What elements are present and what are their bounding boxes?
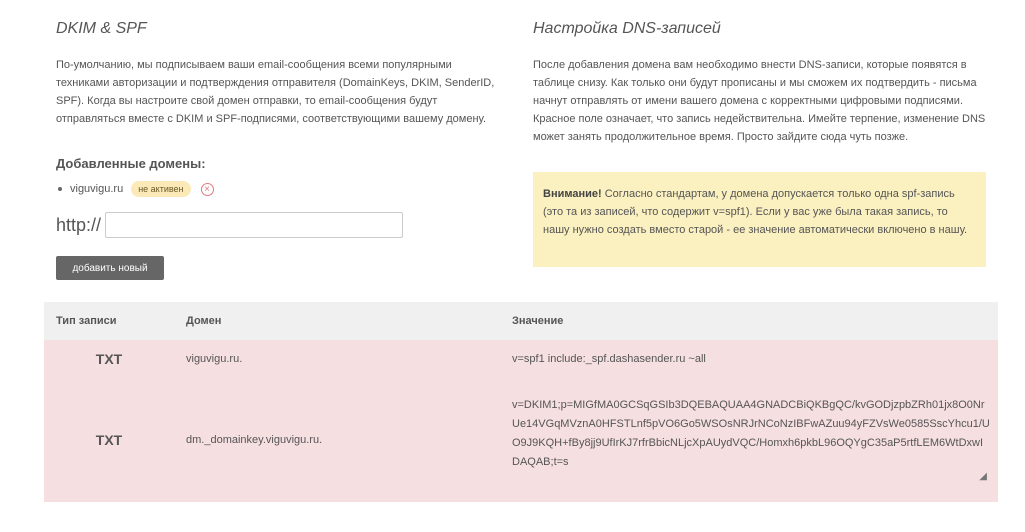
- remove-domain-icon[interactable]: ×: [201, 183, 214, 196]
- record-value[interactable]: v=spf1 include:_spf.dashasender.ru ~all: [501, 340, 998, 378]
- column-header-value: Значение: [501, 302, 998, 340]
- column-header-type: Тип записи: [44, 302, 174, 340]
- warning-label: Внимание!: [543, 188, 602, 200]
- domain-name: viguvigu.ru: [70, 183, 124, 195]
- record-value-textarea[interactable]: [512, 392, 990, 488]
- record-domain: dm._domainkey.viguvigu.ru.: [174, 378, 501, 502]
- spf-warning-box: [533, 172, 986, 267]
- record-type: TXT: [44, 340, 174, 378]
- domain-url-input[interactable]: [105, 212, 403, 238]
- column-header-domain: Домен: [174, 302, 501, 340]
- table-row: [44, 340, 998, 378]
- add-new-domain-button[interactable]: добавить новый: [56, 256, 164, 280]
- status-badge: не активен: [131, 181, 190, 197]
- record-value: v=DKIM1;p=MIGfMA0GCSqGSIb3DQEBAQUAA4GNADCBiQKBgQC/kvGODjzpbZRh01jx8O0NrUe14VGqMVznA0HFSTLnf5pVO6Go5WSOsNRJrNCoNzIBFwAZuu94yFZVsWe0585SscYhcu1/UO9J9KQH+fBy8jj9UfIrKJ7rfrBbicNLjcXpAUydVQC/Homxh6pkbL96OQYgC35aP5rtfLEM6WtDxwIDAQAB;t=s: [512, 399, 990, 468]
- resize-handle-icon[interactable]: ◢: [979, 471, 987, 482]
- dns-setup-description: После добавления домена вам необходимо внести DNS-записи, которые появятся в таблице снизу. Как только они будут прописаны и мы сможем их подтвердить - письма начнут отправлять от имени вашего домена с корректными цифровыми подписями. Красное поле означает, что запись недействительна. Имейте терпение, изменение DNS может занять продолжительное время. Просто зайдите сюда чуть позже.: [533, 59, 986, 143]
- add-domain-row: [56, 212, 403, 238]
- dns-records-table: [44, 302, 998, 502]
- record-value-cell: [501, 378, 998, 502]
- domain-list-item: [58, 180, 214, 198]
- record-type: TXT: [44, 378, 174, 502]
- dns-setup-title: Настройка DNS-записей: [533, 20, 721, 37]
- dkim-spf-title: DKIM & SPF: [56, 20, 147, 37]
- bullet-icon: [58, 187, 62, 191]
- url-prefix-label: http://: [56, 214, 102, 235]
- warning-text: Согласно стандартам, у домена допускается только одна spf-запись (это та из записей, что содержит v=spf1). Если у вас уже была такая запись, то нашу нужно создать вместо старой - ее значение автоматически включено в нашу.: [543, 188, 968, 236]
- added-domains-heading: Добавленные домены:: [56, 156, 206, 171]
- record-domain: viguvigu.ru.: [174, 340, 501, 378]
- table-row: [44, 378, 998, 502]
- dkim-spf-description: По-умолчанию, мы подписываем ваши email-сообщения всеми популярными техниками авторизации и подтверждения отправителя (DomainKeys, DKIM, SenderID, SPF). Когда вы настроите свой домен отправки, то email-сообщения будут отправляться вместе с DKIM и SPF-подписями, соответствующими вашему домену.: [56, 59, 495, 125]
- table-header-row: [44, 302, 998, 340]
